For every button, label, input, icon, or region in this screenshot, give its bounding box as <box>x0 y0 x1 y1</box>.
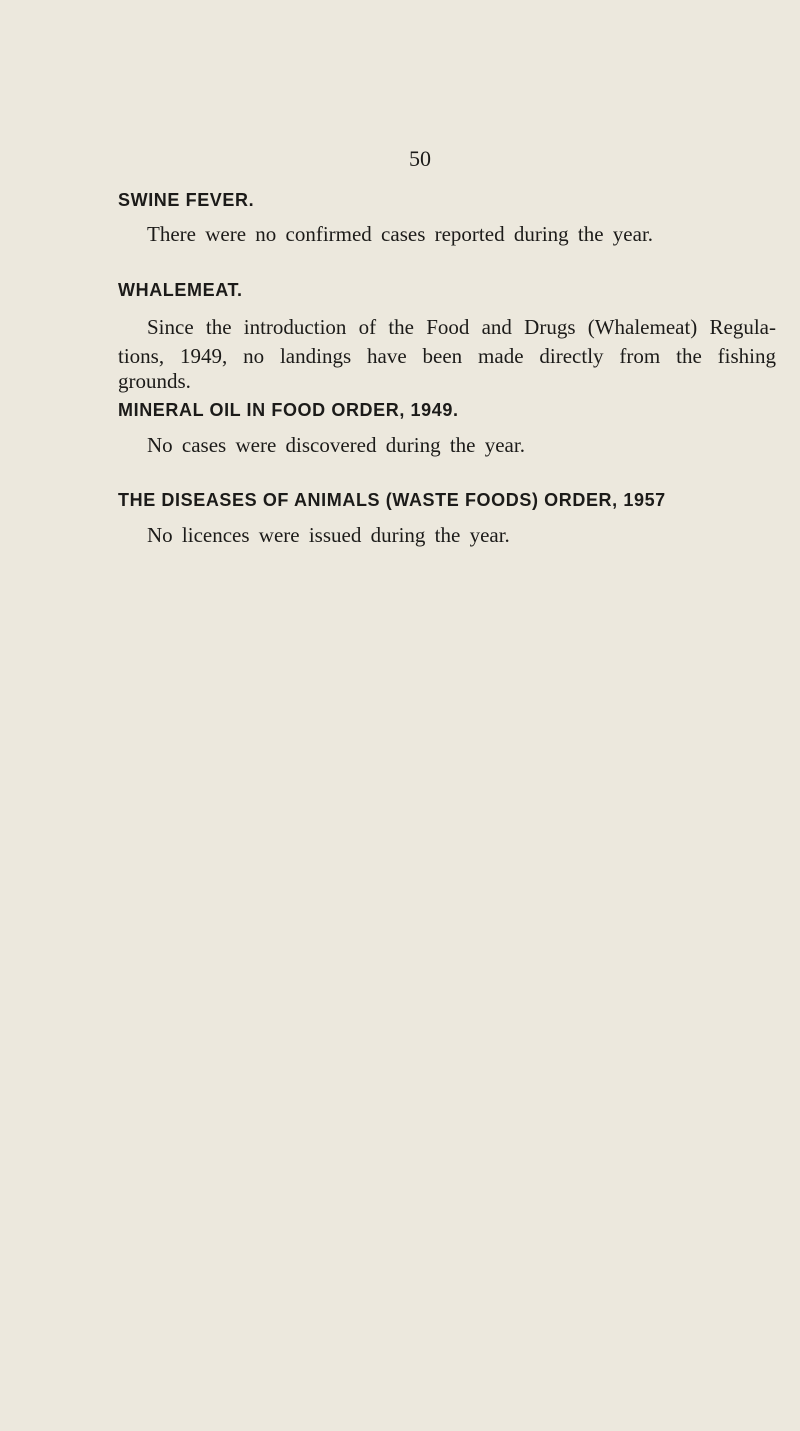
page-number: 50 <box>409 146 431 171</box>
section-heading-mineral-oil: MINERAL OIL IN FOOD ORDER, 1949. <box>118 400 459 420</box>
section-body-swine-fever: There were no confirmed cases reported during the year. <box>147 222 654 246</box>
section-heading-diseases-of-animals: THE DISEASES OF ANIMALS (WASTE FOODS) ORDER, 1957 <box>118 490 666 510</box>
section-body-mineral-oil: No cases were discovered during the year. <box>147 433 525 457</box>
section-body-diseases-of-animals: No licences were issued during the year. <box>147 523 510 547</box>
section-body-whalemeat-line-1: Since the introduction of the Food and Drugs (Whalemeat) Regula- <box>147 315 776 339</box>
section-heading-whalemeat: WHALEMEAT. <box>118 280 243 300</box>
section-body-whalemeat-line-2: tions, 1949, no landings have been made directly from the fishing grounds. <box>118 344 776 393</box>
section-heading-swine-fever: SWINE FEVER. <box>118 190 255 210</box>
